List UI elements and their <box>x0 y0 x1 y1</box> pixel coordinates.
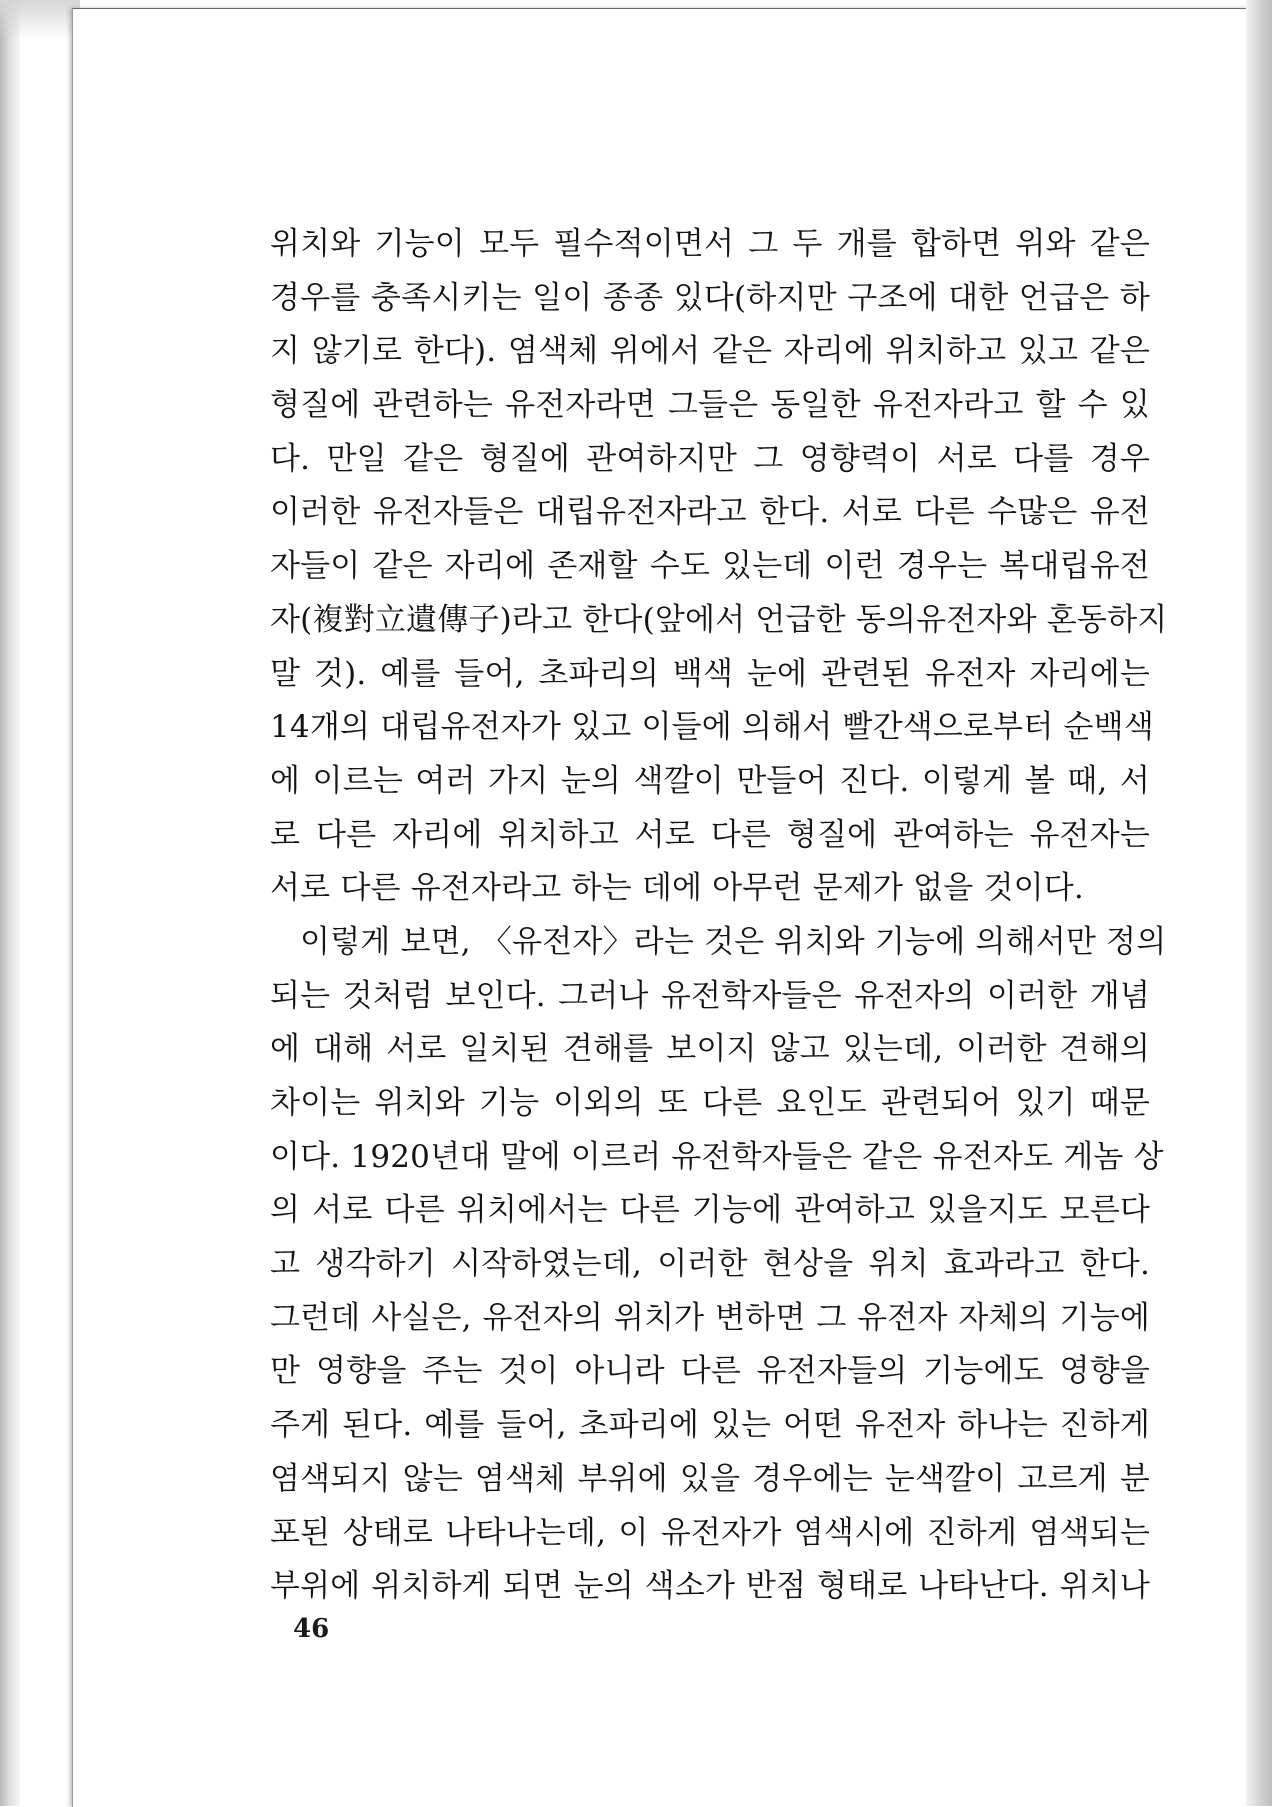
text-line: 지 않기로 한다). 염색체 위에서 같은 자리에 위치하고 있고 같은 <box>270 333 1150 370</box>
text-line: 염색되지 않는 염색체 부위에 있을 경우에는 눈색깔이 고르게 분 <box>270 1460 1150 1497</box>
text-line: 다. 만일 같은 형질에 관여하지만 그 영향력이 서로 다를 경우 <box>270 440 1150 477</box>
text-line: 자들이 같은 자리에 존재할 수도 있는데 이런 경우는 복대립유전 <box>270 548 1150 585</box>
text-line: 이러한 유전자들은 대립유전자라고 한다. 서로 다른 수많은 유전 <box>270 494 1150 531</box>
text-line: 로 다른 자리에 위치하고 서로 다른 형질에 관여하는 유전자는 <box>270 816 1150 853</box>
body-text <box>270 218 1168 1614</box>
text-line: 포된 상태로 나타나는데, 이 유전자가 염색시에 진하게 염색되는 <box>270 1514 1150 1551</box>
text-line: 자(複對立遺傳子)라고 한다(앞에서 언급한 동의유전자와 혼동하지 <box>270 601 1168 638</box>
text-line: 말 것). 예를 들어, 초파리의 백색 눈에 관련된 유전자 자리에는 <box>270 655 1150 692</box>
text-line: 서로 다른 유전자라고 하는 데에 아무런 문제가 없을 것이다. <box>270 870 1084 907</box>
text-line: 에 대해 서로 일치된 견해를 보이지 않고 있는데, 이러한 견해의 <box>270 1031 1150 1068</box>
text-line: 에 이르는 여러 가지 눈의 색깔이 만들어 진다. 이렇게 볼 때, 서 <box>270 762 1150 799</box>
text-line: 부위에 위치하게 되면 눈의 색소가 반점 형태로 나타난다. 위치나 <box>270 1568 1150 1605</box>
text-line: 그런데 사실은, 유전자의 위치가 변하면 그 유전자 자체의 기능에 <box>270 1299 1150 1336</box>
text-line: 형질에 관련하는 유전자라면 그들은 동일한 유전자라고 할 수 있 <box>270 387 1150 424</box>
top-corner-shadow <box>0 0 80 40</box>
text-line: 되는 것처럼 보인다. 그러나 유전학자들은 유전자의 이러한 개념 <box>270 977 1150 1014</box>
text-line: 위치와 기능이 모두 필수적이면서 그 두 개를 합하면 위와 같은 <box>270 226 1150 262</box>
left-margin-shadow <box>0 0 20 1806</box>
text-line: 경우를 충족시키는 일이 종종 있다(하지만 구조에 대한 언급은 하 <box>270 279 1150 316</box>
text-line: 주게 된다. 예를 들어, 초파리에 있는 어떤 유전자 하나는 진하게 <box>270 1407 1150 1444</box>
right-margin-shadow <box>1246 0 1272 1806</box>
text-line: 이다. 1920년대 말에 이르러 유전학자들은 같은 유전자도 게놈 상 <box>270 1138 1164 1175</box>
text-line: 14개의 대립유전자가 있고 이들에 의해서 빨간색으로부터 순백색 <box>270 709 1154 746</box>
text-line: 차이는 위치와 기능 이외의 또 다른 요인도 관련되어 있기 때문 <box>270 1085 1150 1121</box>
text-line: 고 생각하기 시작하였는데, 이러한 현상을 위치 효과라고 한다. <box>270 1246 1150 1283</box>
page-number: 46 <box>293 1614 330 1644</box>
text-line: 이렇게 보면, 〈유전자〉라는 것은 위치와 기능에 의해서만 정의 <box>300 923 1167 960</box>
text-line: 만 영향을 주는 것이 아니라 다른 유전자들의 기능에도 영향을 <box>270 1353 1150 1390</box>
text-line: 의 서로 다른 위치에서는 다른 기능에 관여하고 있을지도 모른다 <box>270 1192 1150 1229</box>
